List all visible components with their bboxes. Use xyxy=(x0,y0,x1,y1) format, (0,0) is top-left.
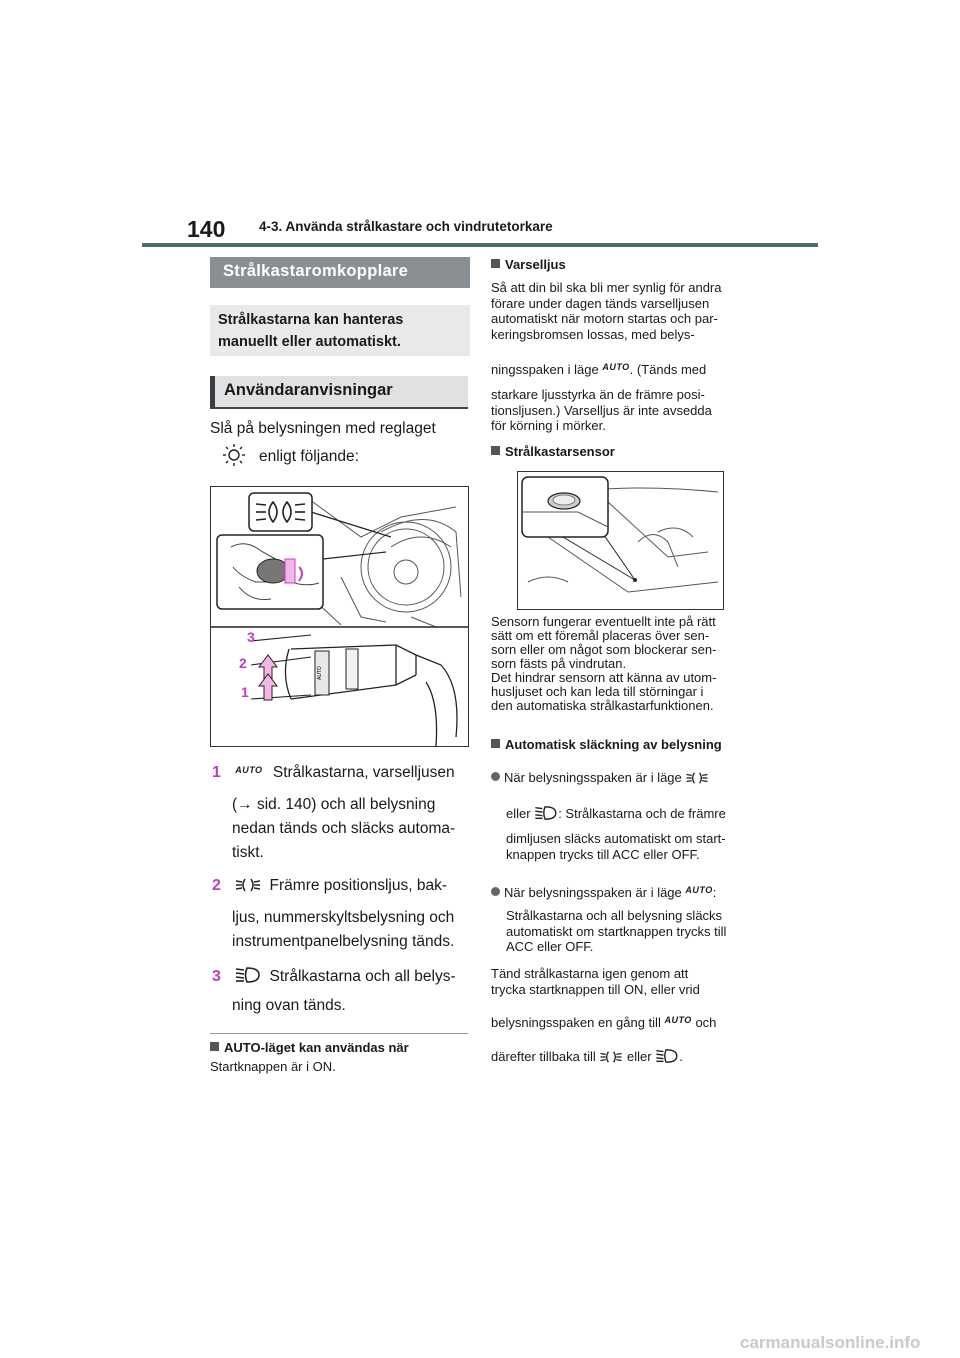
text-line: därefter tillbaka till xyxy=(491,1049,596,1064)
text-line: sorn fästs på vindrutan. xyxy=(491,656,627,671)
headlight-switch-figure xyxy=(210,486,469,747)
square-bullet-icon xyxy=(491,446,500,455)
text-line: Så att din bil ska bli mer synlig för andra xyxy=(491,280,722,295)
item-text: Strålkastarna, varselljusen xyxy=(272,764,455,781)
text-line: automatiskt om startknappen trycks till xyxy=(506,923,727,939)
item-2-line-2: ljus, nummerskyltsbelysning och xyxy=(232,909,455,926)
text-line: den automatiska strålkastarfunktionen. xyxy=(491,698,714,713)
text-line: sorn eller om något som blockerar sen- xyxy=(491,642,717,657)
auto-icon: AUTO xyxy=(235,765,263,775)
item-number: 1 xyxy=(212,764,221,781)
varselljus-paragraph-1 xyxy=(491,280,761,342)
text-line: för körning i mörker. xyxy=(491,418,606,433)
text-line: sätt om ett föremål placeras över sen- xyxy=(491,628,710,643)
text-line: och xyxy=(695,1015,717,1030)
varselljus-heading xyxy=(491,257,566,272)
headlight-icon xyxy=(235,966,261,984)
item-text: Främre positionsljus, bak- xyxy=(269,877,447,894)
watermark[interactable]: carmanualsonline.info xyxy=(740,1333,921,1352)
round-bullet-icon xyxy=(491,887,500,896)
list-item-2 xyxy=(212,877,447,895)
item-text: Strålkastarna och all belys- xyxy=(269,968,456,985)
note-text: Startknappen är i ON. xyxy=(210,1059,336,1074)
position-light-icon xyxy=(599,1050,623,1064)
list-item-1 xyxy=(212,764,455,782)
position-light-icon xyxy=(235,877,261,893)
text-line: ningsspaken i läge xyxy=(491,362,599,377)
note-divider xyxy=(210,1033,468,1034)
round-bullet-icon xyxy=(491,772,500,781)
text-line: eller xyxy=(506,806,531,821)
intro-box xyxy=(210,305,470,356)
auto-icon: AUTO xyxy=(685,885,713,895)
final-line-4 xyxy=(491,1048,683,1065)
callout-3: 3 xyxy=(247,629,255,645)
text-line: dimljusen släcks automatiskt om start- xyxy=(506,831,726,846)
callout-1: 1 xyxy=(241,684,249,700)
varselljus-auto-line xyxy=(491,360,706,378)
page-number: 140 xyxy=(187,216,226,242)
bullet-1-rest xyxy=(506,831,726,862)
figure-switch-label: AUTO xyxy=(317,666,323,680)
subsection-title: Användaranvisningar xyxy=(224,381,393,399)
bullet-1-line-1 xyxy=(491,770,709,786)
item-3-line-2: ning ovan tänds. xyxy=(232,997,346,1014)
position-light-icon xyxy=(685,771,709,785)
text-line: ACC eller OFF. xyxy=(506,939,594,954)
auto-icon: AUTO xyxy=(602,362,630,372)
text-line: . xyxy=(679,1049,683,1064)
item-1-line-4: tiskt. xyxy=(232,844,264,861)
auto-off-heading xyxy=(491,737,722,752)
subsection-title-bar xyxy=(210,376,468,409)
text-line: eller xyxy=(627,1049,652,1064)
text-line: keringsbromsen lossas, med belys- xyxy=(491,326,695,342)
text-line: starkare ljusstyrka än de främre posi- xyxy=(491,387,705,402)
text-line: knappen trycks till ACC eller OFF. xyxy=(506,846,700,862)
text-line: Strålkastarna och all belysning släcks xyxy=(506,908,723,923)
text-line: När belysningsspaken är i läge xyxy=(504,770,682,785)
header-rule xyxy=(142,243,818,247)
text-line: tionsljusen.) Varselljus är inte avsedda xyxy=(491,402,712,418)
text-line: automatiskt när motorn startas och par- xyxy=(491,311,718,326)
square-bullet-icon xyxy=(491,739,500,748)
instruction-line-1: Slå på belysningen med reglaget xyxy=(210,420,436,437)
auto-off-title: Automatisk släckning av belysning xyxy=(505,737,722,752)
headlight-icon xyxy=(534,805,558,821)
final-paragraph xyxy=(491,966,700,997)
sensor-heading xyxy=(491,444,615,459)
note-heading xyxy=(210,1040,409,1055)
text-line: . (Tänds med xyxy=(629,362,707,377)
item-number: 2 xyxy=(212,877,221,894)
text-line: : xyxy=(712,885,717,900)
square-bullet-icon xyxy=(210,1042,219,1051)
auto-icon: AUTO xyxy=(664,1015,692,1025)
item-1-line-2: (→ sid. 140) och all belysning xyxy=(232,796,436,813)
text-line: När belysningsspaken är i läge xyxy=(504,885,682,900)
varselljus-title: Varselljus xyxy=(505,257,566,272)
section-title: Strålkastaromkopplare xyxy=(223,262,409,280)
text-line: trycka startknappen till ON, eller vrid xyxy=(491,981,700,997)
bullet-2-line-1 xyxy=(491,883,716,901)
list-item-3 xyxy=(212,966,456,986)
text-line: Det hindrar sensorn att känna av utom- xyxy=(491,670,717,685)
chapter-title: 4-3. Använda strålkastare och vindrutetorkare xyxy=(259,219,553,234)
varselljus-paragraph-2 xyxy=(491,387,761,434)
square-bullet-icon xyxy=(491,259,500,268)
bullet-2-rest xyxy=(506,908,726,955)
text-line: : Strålkastarna och de främre xyxy=(558,806,726,821)
sensor-paragraph xyxy=(491,615,761,713)
bullet-1-line-2 xyxy=(506,805,726,822)
item-number: 3 xyxy=(212,968,221,985)
text-line: Tänd strålkastarna igen genom att xyxy=(491,966,689,981)
section-title-bar xyxy=(210,257,470,288)
text-line: belysningsspaken en gång till xyxy=(491,1015,661,1030)
text-line: Sensorn fungerar eventuellt inte på rätt xyxy=(491,614,716,629)
item-2-line-3: instrumentpanelbelysning tänds. xyxy=(232,933,455,950)
headlight-icon xyxy=(655,1048,679,1064)
callout-2: 2 xyxy=(239,655,247,671)
sensor-figure xyxy=(517,471,724,610)
text-line: husljuset och kan leda till störningar i xyxy=(491,684,704,699)
text-line: förare under dagen tänds varselljusen xyxy=(491,295,710,311)
instruction-line-2: enligt följande: xyxy=(259,448,359,465)
intro-text: Strålkastarna kan hanteras manuellt eller automatiskt. xyxy=(218,312,404,350)
light-switch-icon xyxy=(222,443,246,467)
sensor-title: Strålkastarsensor xyxy=(505,444,615,459)
note-title: AUTO-läget kan användas när xyxy=(224,1040,409,1055)
item-1-line-3: nedan tänds och släcks automa- xyxy=(232,820,456,837)
final-line-3 xyxy=(491,1013,716,1031)
